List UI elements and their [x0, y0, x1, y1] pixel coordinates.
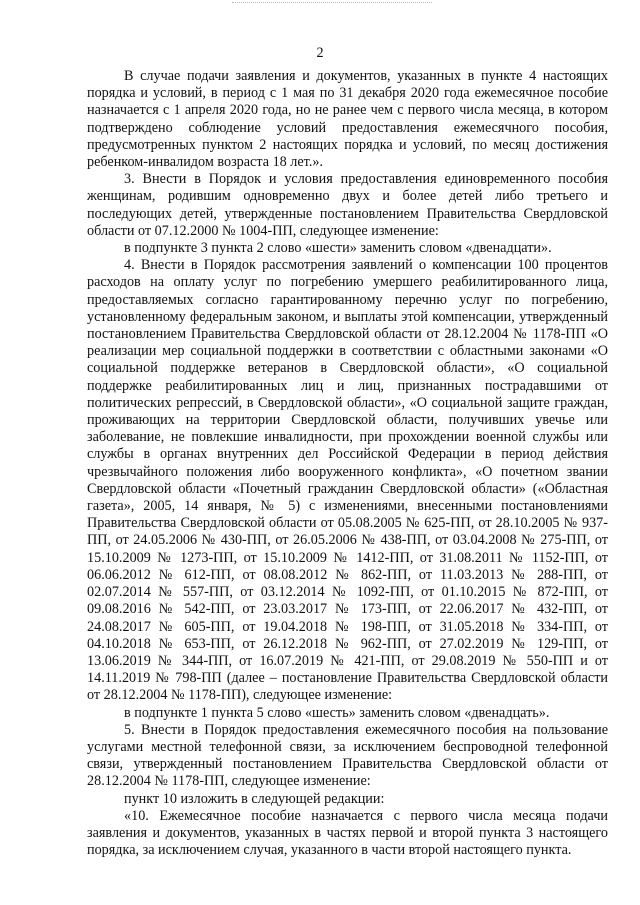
- paragraph-item-5: 5. Внести в Порядок предоставления ежемесячного пособия на пользование услугами местной телефонной связи, за исключением беспроводной телефонной связи, утвержденный постановлением Правительства Свердловской области от 28.12.2004 № 1178-ПП, следующее изменение:: [87, 721, 608, 790]
- document-body: [87, 68, 608, 859]
- paragraph-new-item-10: «10. Ежемесячное пособие назначается с первого числа месяца подачи заявления и документов, указанных в частях первой и второй пункта 3 настоящего порядка, за исключением случая, указанного в части второй настоящего пункта.: [87, 807, 608, 859]
- paragraph-pension-start-date: В случае подачи заявления и документов, указанных в пункте 4 настоящих порядка и условий, в период с 1 мая по 31 декабря 2020 года ежемесячное пособие назначается с 1 апреля 2020 года, но не ранее чем с первого числа месяца, в котором подтверждено соблюдение условий предоставления ежемесячного пособия, предусмотренных пунктом 2 настоящих порядка и условий, по месяц достижения ребенком-инвалидом возраста 18 лет.».: [87, 68, 608, 171]
- paragraph-item-3-change: в подпункте 3 пункта 2 слово «шести» заменить словом «двенадцати».: [124, 240, 552, 257]
- page-number: 2: [316, 45, 324, 61]
- scan-artifact: [232, 2, 432, 7]
- paragraph-item-3: 3. Внести в Порядок и условия предоставления единовременного пособия женщинам, родившим одновременно двух и более детей либо третьего и последующих детей, утвержденные постановлением Правительства Свердловской области от 07.12.2000 № 1004-ПП, следующее изменение:: [87, 171, 608, 239]
- paragraph-item-4-change: в подпункте 1 пункта 5 слово «шесть» заменить словом «двенадцать».: [124, 704, 550, 721]
- paragraph-item-4: 4. Внести в Порядок рассмотрения заявлений о компенсации 100 процентов расходов на оплату услуг по погребению умершего реабилитированного лица, предоставляемых согласно гарантированному перечню услуг по погребению, установленному федеральным законом, и выплаты этой компенсации, утвержденный постановлением Правительства Свердловской области от 28.12.2004 № 1178-ПП «О реализации мер социальной поддержки в соответствии с областными законами «О социальной поддержке ветеранов в Свердловской области», «О социальной поддержке реабилитированных лиц и лиц, признанных пострадавшими от политических репрессий, в Свердловской области», «О социальной защите граждан, проживающих на территории Свердловской области, получивших увечье или заболевание, не повлекшие инвалидности, при прохождении военной службы или службы в органах внутренних дел Российской Федерации в период действия чрезвычайного положения либо вооруженного конфликта», «О почетном звании Свердловской области «Почетный гражданин Свердловской области» («Областная газета», 2005, 14 января, № 5) с изменениями, внесенными постановлениями Правительства Свердловской области от 05.08.2005 № 625-ПП, от 28.10.2005 № 937-ПП, от 24.05.2006 № 430-ПП, от 26.05.2006 № 438-ПП, от 03.04.2008 № 275-ПП, от 15.10.2009 № 1273-ПП, от 15.10.2009 № 1412-ПП, от 31.08.2011 № 1152-ПП, от 06.06.2012 № 612-ПП, от 08.08.2012 № 862-ПП, от 11.03.2013 № 288-ПП, от 02.07.2014 № 557-ПП, от 03.12.2014 № 1092-ПП, от 01.10.2015 № 872-ПП, от 09.08.2016 № 542-ПП, от 23.03.2017 № 173-ПП, от 22.06.2017 № 432-ПП, от 24.08.2017 № 605-ПП, от 19.04.2018 № 198-ПП, от 31.05.2018 № 334-ПП, от 04.10.2018 № 653-ПП, от 26.12.2018 № 962-ПП, от 27.02.2019 № 129-ПП, от 13.06.2019 № 344-ПП, от 16.07.2019 № 421-ПП, от 29.08.2019 № 550-ПП и от 14.11.2019 № 798-ПП (далее – постановление Правительства Свердловской области от 28.12.2004 № 1178-ПП), следующее изменение:: [87, 257, 608, 704]
- paragraph-item-5-change: пункт 10 изложить в следующей редакции:: [124, 790, 385, 807]
